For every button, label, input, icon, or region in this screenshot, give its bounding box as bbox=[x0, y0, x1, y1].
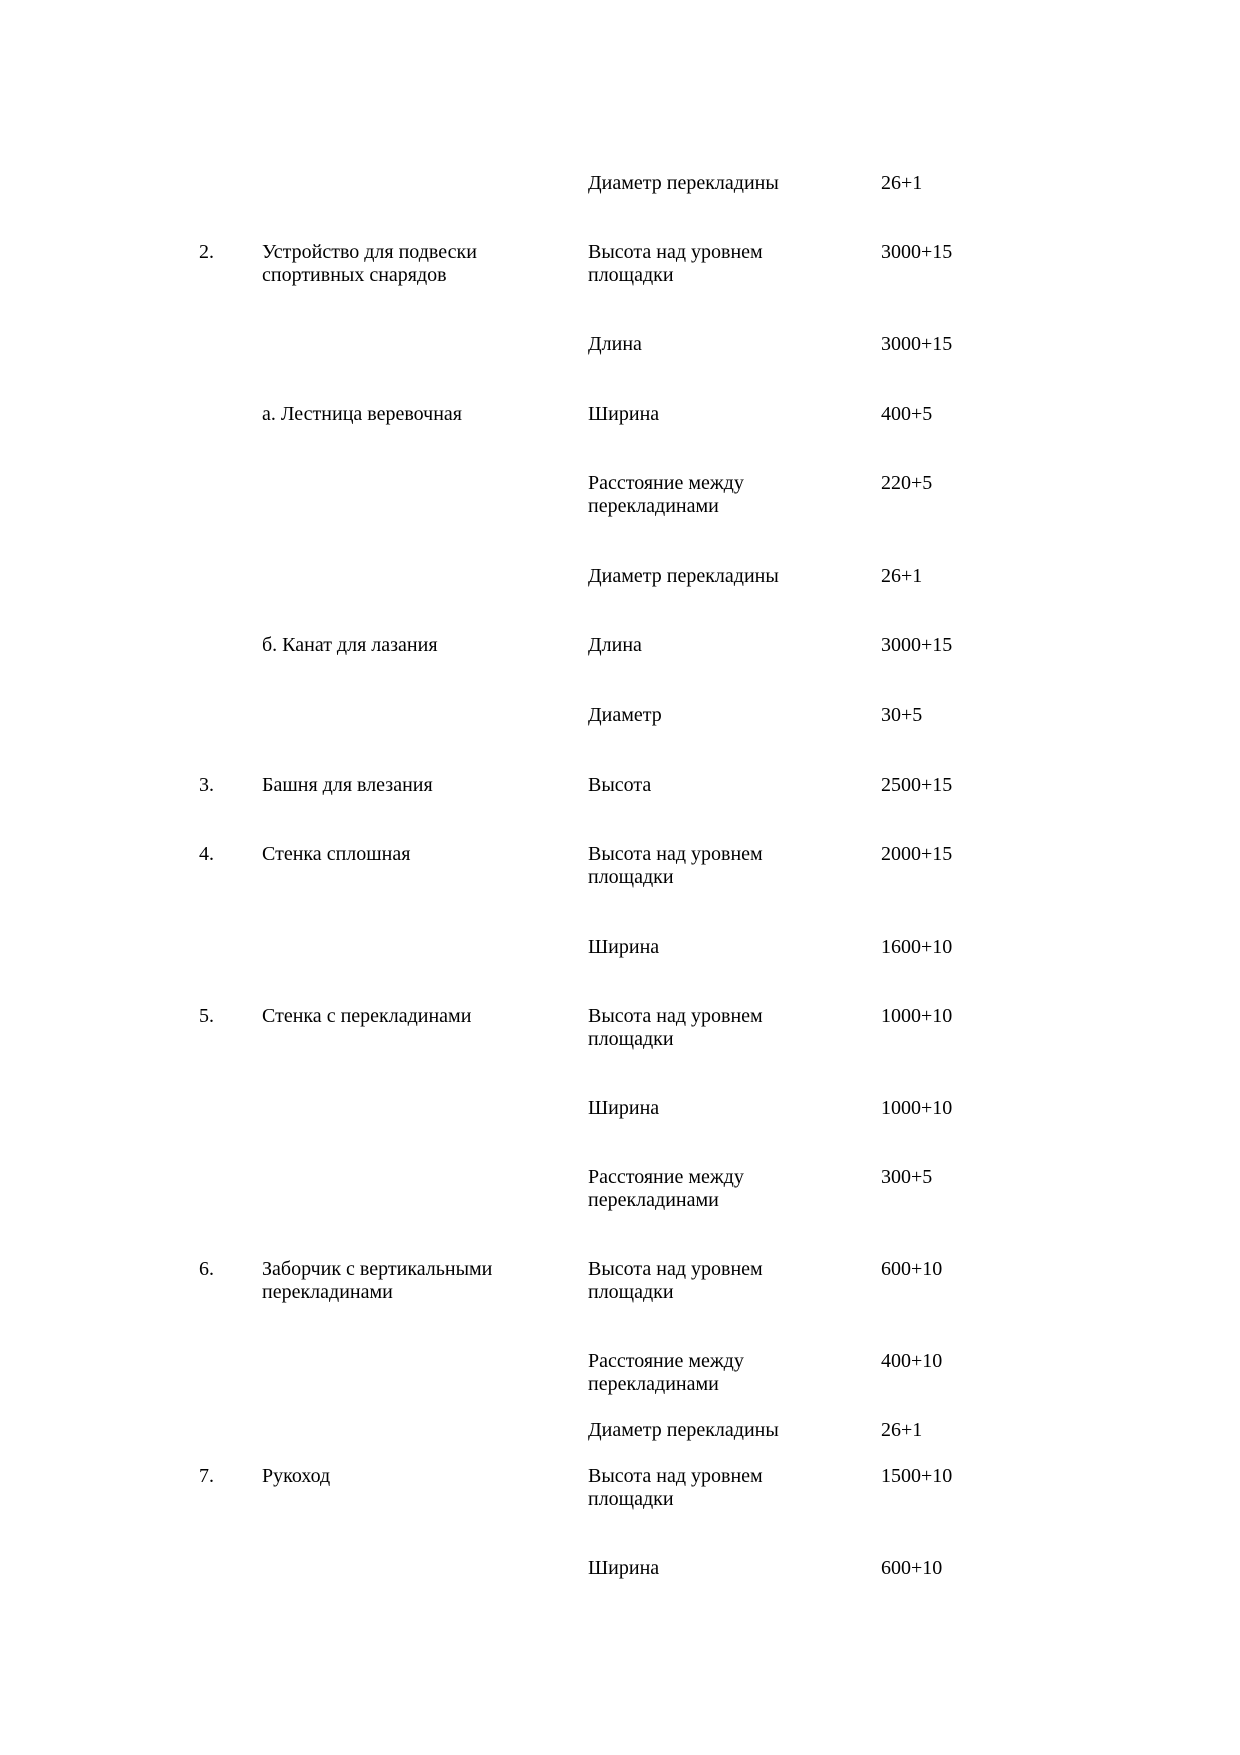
parameter-value: 3000+15 bbox=[881, 634, 953, 656]
parameter-value: 26+1 bbox=[881, 172, 923, 194]
row-number: 7. bbox=[199, 1465, 214, 1487]
parameter-name: Диаметр перекладины bbox=[588, 172, 779, 194]
item-name: а. Лестница веревочная bbox=[262, 403, 462, 425]
parameter-value: 2500+15 bbox=[881, 774, 953, 796]
parameter-name: Расстояние между перекладинами bbox=[588, 1350, 744, 1395]
item-name: Стенка сплошная bbox=[262, 843, 411, 865]
parameter-value: 600+10 bbox=[881, 1258, 943, 1280]
parameter-name: Расстояние между перекладинами bbox=[588, 1166, 744, 1211]
parameter-name: Длина bbox=[588, 634, 642, 656]
parameter-name: Высота над уровнем площадки bbox=[588, 1258, 763, 1303]
parameter-name: Высота над уровнем площадки bbox=[588, 241, 763, 286]
parameter-name: Высота bbox=[588, 774, 652, 796]
parameter-value: 1000+10 bbox=[881, 1097, 953, 1119]
item-name: Стенка с перекладинами bbox=[262, 1005, 472, 1027]
parameter-value: 3000+15 bbox=[881, 241, 953, 263]
parameter-name: Ширина bbox=[588, 1557, 660, 1579]
parameter-value: 30+5 bbox=[881, 704, 923, 726]
row-number: 6. bbox=[199, 1258, 214, 1280]
parameter-name: Высота над уровнем площадки bbox=[588, 1465, 763, 1510]
row-number: 2. bbox=[199, 241, 214, 263]
parameter-name: Диаметр перекладины bbox=[588, 565, 779, 587]
parameter-value: 26+1 bbox=[881, 565, 923, 587]
item-name: Устройство для подвески спортивных снарядов bbox=[262, 241, 477, 286]
parameter-name: Высота над уровнем площадки bbox=[588, 843, 763, 888]
parameter-value: 1600+10 bbox=[881, 936, 953, 958]
parameter-name: Высота над уровнем площадки bbox=[588, 1005, 763, 1050]
parameter-value: 300+5 bbox=[881, 1166, 933, 1188]
parameter-name: Расстояние между перекладинами bbox=[588, 472, 744, 517]
parameter-value: 26+1 bbox=[881, 1419, 923, 1441]
row-number: 3. bbox=[199, 774, 214, 796]
parameter-value: 2000+15 bbox=[881, 843, 953, 865]
row-number: 4. bbox=[199, 843, 214, 865]
parameter-name: Ширина bbox=[588, 403, 660, 425]
parameter-value: 3000+15 bbox=[881, 333, 953, 355]
parameter-name: Диаметр bbox=[588, 704, 662, 726]
parameter-name: Ширина bbox=[588, 1097, 660, 1119]
item-name: Рукоход bbox=[262, 1465, 331, 1487]
item-name: Башня для влезания bbox=[262, 774, 433, 796]
parameter-value: 600+10 bbox=[881, 1557, 943, 1579]
row-number: 5. bbox=[199, 1005, 214, 1027]
parameter-value: 400+10 bbox=[881, 1350, 943, 1372]
parameter-value: 220+5 bbox=[881, 472, 933, 494]
parameter-value: 400+5 bbox=[881, 403, 933, 425]
parameter-value: 1000+10 bbox=[881, 1005, 953, 1027]
item-name: б. Канат для лазания bbox=[262, 634, 438, 656]
item-name: Заборчик с вертикальными перекладинами bbox=[262, 1258, 493, 1303]
parameter-name: Ширина bbox=[588, 936, 660, 958]
parameter-name: Длина bbox=[588, 333, 642, 355]
parameter-name: Диаметр перекладины bbox=[588, 1419, 779, 1441]
parameter-value: 1500+10 bbox=[881, 1465, 953, 1487]
